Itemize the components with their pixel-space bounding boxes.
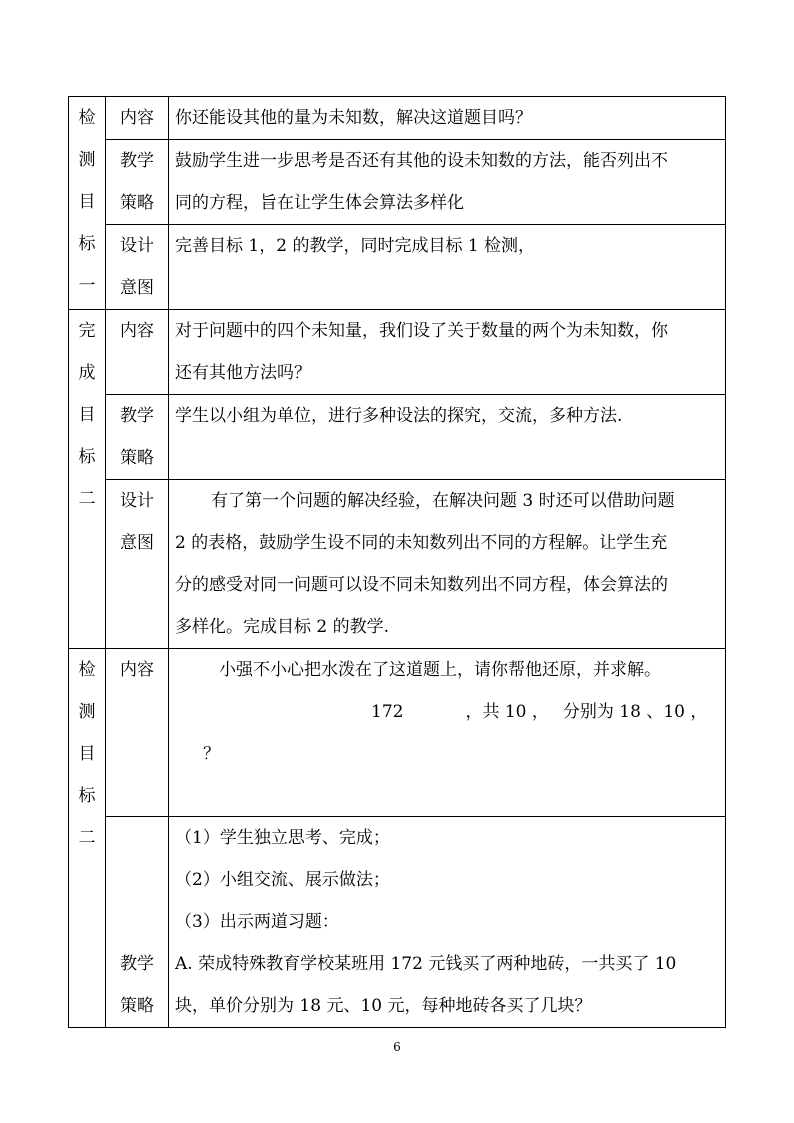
section-char: 成 [78, 363, 96, 383]
label-strategy: 教学 策略 [106, 817, 169, 1028]
row2-content: 对于问题中的四个未知量，我们设了关于数量的两个为未知数，你 还有其他方法吗？ [169, 310, 726, 395]
section-char: 二 [78, 828, 96, 848]
page-number: 6 [393, 1040, 401, 1054]
section-char: 标 [78, 786, 96, 806]
row1-strategy: 鼓励学生进一步思考是否还有其他的设未知数的方法，能否列出不 同的方程，旨在让学生体会算法多样化 [169, 140, 726, 225]
label-strategy: 教学 策略 [106, 395, 169, 480]
spilled-fragments-line: 172 ，共 10 ， 分别为 18 、10 ， [371, 702, 708, 722]
section-char: 标 [78, 447, 96, 467]
label-intent: 设计 意图 [106, 480, 169, 649]
section-char: 检 [78, 660, 96, 680]
label-content: 内容 [106, 97, 169, 140]
section-label-3 [69, 649, 106, 1028]
label-intent: 设计 意图 [106, 225, 169, 310]
label-content: 内容 [106, 649, 169, 817]
row3-strategy: （1）学生独立思考、完成； （2）小组交流、展示做法； （3）出示两道习题： A. 荣成特殊教育学校某班用 172 元钱买了两种地砖，一共买了 10 块，单价分别为 18 元、10 元，每种地砖各买了几块？ [169, 817, 726, 1028]
row2-intent: 有了第一个问题的解决经验，在解决问题 3 时还可以借助问题 2 的表格，鼓励学生设不同的未知数列出不同的方程解。让学生充 分的感受对同一问题可以设不同未知数列出不同方程，体会算法的 多样化。完成目标 2 的教学. [169, 480, 726, 649]
section-char: 目 [78, 405, 96, 425]
section-char: 测 [78, 702, 96, 722]
section-char: 目 [78, 192, 96, 212]
row3-content: 小强不小心把水泼在了这道题上，请你帮他还原，并求解。 172 ，共 10 ， 分别为 18 、10 ， ？ [169, 649, 726, 817]
row1-content: 你还能设其他的量为未知数，解决这道题目吗？ [169, 97, 726, 140]
row1-intent: 完善目标 1，2 的教学，同时完成目标 1 检测， [169, 225, 726, 310]
section-char: 二 [78, 489, 96, 509]
section-char: 测 [78, 150, 96, 170]
label-strategy: 教学 策略 [106, 140, 169, 225]
section-char: 一 [78, 276, 96, 296]
lesson-plan-table [68, 96, 726, 1028]
section-char: 检 [78, 108, 96, 128]
section-char: 目 [78, 744, 96, 764]
label-content: 内容 [106, 310, 169, 395]
row2-strategy: 学生以小组为单位，进行多种设法的探究，交流，多种方法. [169, 395, 726, 480]
section-label-1 [69, 97, 106, 310]
section-char: 完 [78, 321, 96, 341]
section-char: 标 [78, 234, 96, 254]
section-label-2 [69, 310, 106, 649]
